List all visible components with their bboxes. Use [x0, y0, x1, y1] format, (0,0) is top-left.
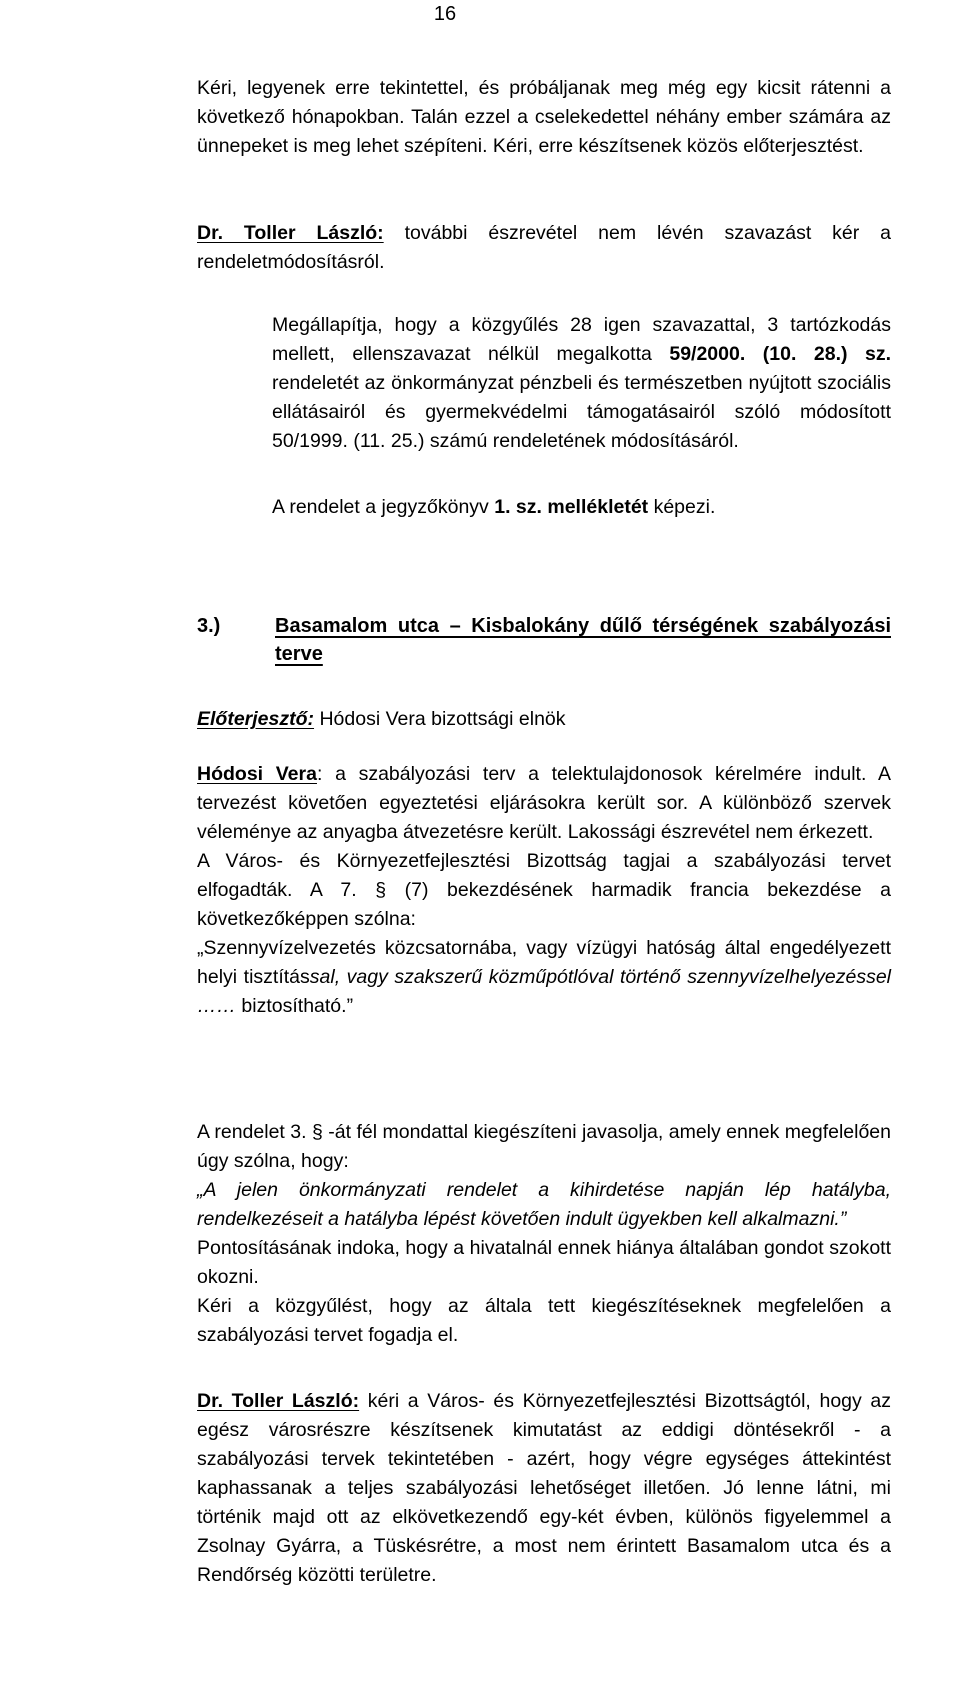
paragraph-toller-request [197, 1387, 891, 1590]
hodosi-section [197, 760, 891, 1021]
resolution-text-a: Megállapítja, hogy a közgyűlés 28 igen szavazattal, 3 tartózkodás mellett, ellenszavazat nélkül megalkotta [272, 314, 891, 365]
annex-text-b: képezi. [648, 496, 716, 518]
presenter-label: Előterjesztő: [197, 708, 315, 730]
agenda-title: Basamalom utca – Kisbalokány dűlő térségének szabályozási terve [275, 615, 891, 665]
annex-note [272, 493, 891, 522]
resolution-text [272, 311, 891, 456]
presenter-value: Hódosi Vera bizottsági elnök [314, 708, 566, 730]
paragraph-text: kéri a Város- és Környezetfejlesztési Bizottságtól, hogy az egész városrészre készítsenek kimutatást az eddigi döntésekről - a szabályozási tervek tekintetében - azért, hogy végre egységes áttekintést kaphassanak a teljes szabályozási lehetőséget illetően. Jó lenne látni, mi történik majd ott az elkövetkezendő egy-két évben, különös figyelemmel a Zsolnay Gyárra, a Tüskésrétre, a most nem érintett Basamalom utca és a Rendőrség közötti területre. [197, 1390, 891, 1586]
hodosi-paragraph [197, 760, 891, 847]
resolution-text-b: rendeletét az önkormányzat pénzbeli és természetben nyújtott szociális ellátásairól és gyermekvédelmi támogatásairól szóló módosított 50/1999. (11. 25.) számú rendeletének módosításáról. [272, 372, 891, 452]
rendelet-paragraph: A rendelet 3. § -át fél mondattal kiegészíteni javasolja, amely ennek megfelelően úgy szólna, hogy: [197, 1121, 891, 1172]
quote-text-c: biztosítható.” [236, 995, 354, 1017]
annex-text-a: A rendelet a jegyzőkönyv [272, 496, 495, 518]
speaker-name: Hódosi Vera [197, 763, 317, 785]
quote-text-a: „Szennyvízelvezetés közcsatornába, vagy vízügyi hatóság által engedélyezett helyi tisztítás [197, 937, 891, 988]
speaker-name: Dr. Toller László: [197, 1390, 360, 1412]
rendelet-quote: „A jelen önkormányzati rendelet a kihirdetése napján lép hatályba, rendelkezéseit a hatályba lépést követően indult ügyekben kell alkalmazni.” [197, 1179, 891, 1230]
resolution-number: 59/2000. (10. 28.) sz. [669, 343, 891, 365]
rendelet-section [197, 1118, 891, 1350]
speaker-name: Dr. Toller László: [197, 222, 384, 244]
agenda-heading [197, 612, 891, 668]
annex-number: 1. sz. [494, 496, 542, 518]
agenda-number: 3.) [197, 615, 221, 637]
committee-paragraph: A Város- és Környezetfejlesztési Bizottság tagjai a szabályozási tervet elfogadták. A 7. § (7) bekezdésének harmadik francia bekezdése a következőképpen szólna: [197, 850, 891, 930]
page-number: 16 [433, 3, 457, 25]
paragraph-text: további észrevétel nem lévén szavazást kér a rendeletmódosításról. [197, 222, 891, 273]
paragraph-toller-vote [197, 219, 891, 277]
presenter-line [197, 705, 891, 734]
request-paragraph: Kéri a közgyűlést, hogy az általa tett kiegészítéseknek megfelelően a szabályozási tervet fogadja el. [197, 1295, 891, 1346]
reason-paragraph: Pontosításának indoka, hogy a hivatalnál ennek hiánya általában gondot szokott okozni. [197, 1237, 891, 1288]
quote-text-b: sal, vagy szakszerű közműpótlóval történő szennyvízelhelyezéssel …… [197, 966, 891, 1017]
annex-bold-word: mellékletét [547, 496, 649, 518]
paragraph-intro: Kéri, legyenek erre tekintettel, és próbáljanak meg még egy kicsit rátenni a következő hónapokban. Talán ezzel a cselekedettel néhány ember számára az ünnepeket is meg lehet szépíteni. Kéri, erre készítsenek közös előterjesztést. [197, 77, 891, 157]
quote-paragraph [197, 934, 891, 1021]
paragraph-text: : a szabályozási terv a telektulajdonosok kérelmére indult. A tervezést követően egyeztetési eljárásokra került sor. A különböző szervek véleménye az anyagba átvezetésre került. Lakossági észrevétel nem érkezett. [197, 763, 891, 843]
